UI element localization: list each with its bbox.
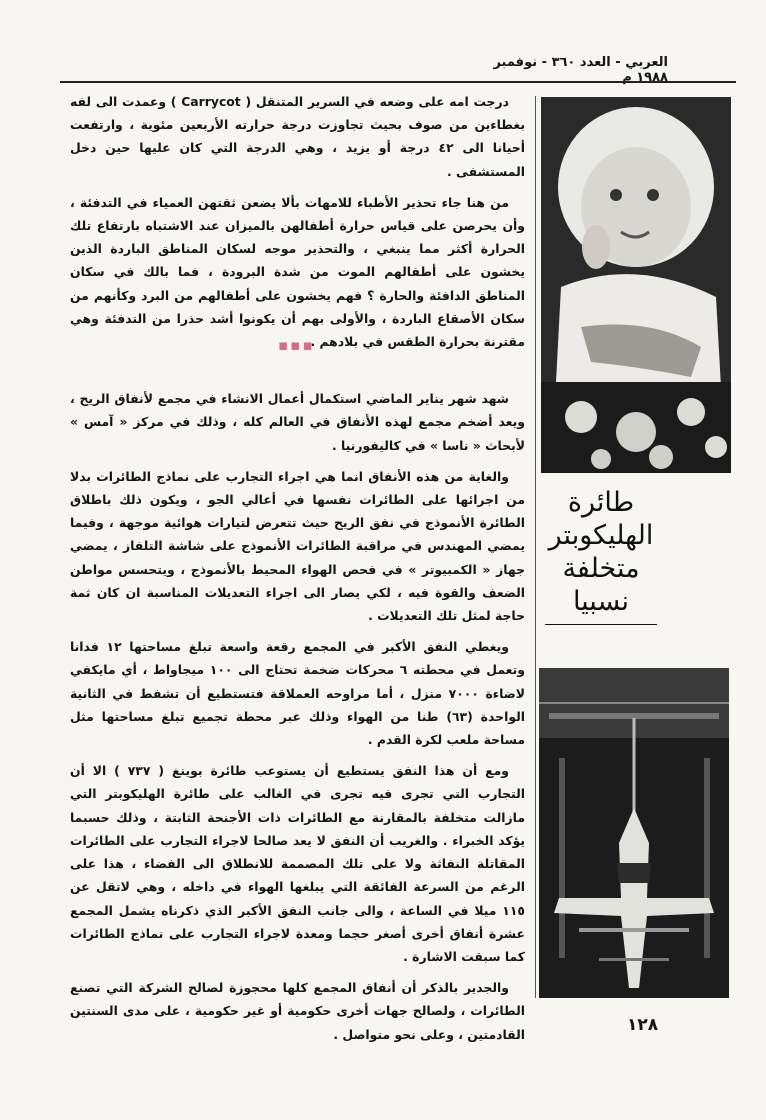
paragraph: ومع أن هذا النفق يستطيع أن يستوعب طائرة بوينغ ( ٧٣٧ ) الا أن التجارب التي تجرى فيه تجرى في الغالب على طائرة الهليكوبتر التي مازالت متخلفة بالمقارنة مع الطائرات ذات الأجنحة الثابتة ، وذلك حسبما يؤكد الخبراء . والغريب أن النفق لا يعد صالحا لاجراء التجارب على الطائرات المقاتلة النفاثة ولا على تلك المصممة للانطلاق الى الفضاء ، هذا على الرغم من السرعة الفائقة التي يبلغها الهواء في داخله ، وهي لاتقل عن ١١٥ ميلا في الساعة ، والى جانب النفق الأكبر الذي ذكرناه يشمل المجمع عشرة أنفاق أخرى أصغر حجما ومعدة لاجراء التجارب على نماذج الطائرات كما سبقت الاشارة . xyxy=(70,763,525,964)
caption-line: طائرة xyxy=(567,487,635,518)
column-divider xyxy=(535,96,536,998)
paragraph: ويغطي النفق الأكبر في المجمع رقعة واسعة تبلغ مساحتها ١٢ فدانا وتعمل في محطته ٦ محركات ضخمة تحتاج الى ١٠٠ ميجاواط ، أي مايكفي لاضاءة ٧٠٠٠ منزل ، أما مراوحه العملاقة فتستطيع أن تشفط في الثانية الواحدة (٦٣) طنا من الهواء وذلك عبر محطة تجميع تبلغ مساحتها مثل مساحة ملعب لكرة القدم . xyxy=(70,639,525,748)
caption-line: نسبيا xyxy=(572,586,630,617)
paragraph: شهد شهر يناير الماضي استكمال أعمال الانشاء في مجمع لأنفاق الريح ، ويعد أضخم مجمع لهذه الأنفاق في العالم كله ، وذلك في مركز « آمس » لأبحاث « ناسا » في كاليفورنيا . xyxy=(70,391,525,453)
paragraph: والغاية من هذه الأنفاق انما هي اجراء التجارب على نماذج الطائرات بدلا من اجرائها على الطائرات نفسها في أعالي الجو ، ويكون ذلك باطلاق الطائرة الأنموذج في نفق الريح حيث تتعرض لتيارات هوائية موجهة ، وفيما يمضي المهندس في مراقبة الطائرات الأنموذج على شاشة التلفاز ، يمضي جهاز « الكمبيوتر » في فحص الهواء المحيط بالأنموذج ، ويتحسس مواطن الضعف والقوة فيه ، لكي يصار الى اجراء التعديلات المناسبة ان كان ثمة حاجة لمثل تلك التعديلات . xyxy=(70,468,525,624)
section-separator: ▪▪▪ xyxy=(278,336,315,354)
page-number: ١٢٨ xyxy=(627,1015,659,1035)
caption-rule xyxy=(545,624,657,625)
wind-tunnel-illustration xyxy=(539,668,729,998)
caption-line: الهليكوبتر xyxy=(548,520,654,551)
wind-tunnel-photo xyxy=(539,668,729,998)
photo-caption xyxy=(545,486,657,625)
header-rule xyxy=(60,81,736,83)
paragraph: درجت امه على وضعه في السرير المتنقل ( Carrycot ) وعمدت الى لفه بغطاءين من صوف بحيث تجاوزت درجة حرارته الأربعين مئوية ، وارتفعت أحيانا الى ٤٢ درجة أو يزيد ، وهي الدرجة التي كان عليها حين دخل المستشفى . xyxy=(70,94,525,179)
caption-line: متخلفة xyxy=(562,553,640,584)
article-text-column xyxy=(70,90,525,1054)
running-head: العربي - العدد ٣٦٠ - نوفمبر ١٩٨٨ م xyxy=(493,55,668,85)
baby-photo-illustration xyxy=(541,97,731,473)
paragraph: والجدير بالذكر أن أنفاق المجمع كلها محجوزة لصالح الشركة التي تصنع الطائرات ، ولصالح جهات أخرى حكومية أو غير حكومية ، على مدى السنتين القادمتين ، وعلى نحو متواصل . xyxy=(70,980,525,1042)
paragraph: من هنا جاء تحذير الأطباء للامهات بألا يضعن ثقتهن العمياء في التدفئة ، وأن يحرصن على قياس حرارة أطفالهن بالميزان عند الاشتباه بارتفاع تلك الحرارة أكثر مما ينبغي ، والتحذير موجه لسكان المناطق الباردة الذين يخشون على أطفالهم الموت من شدة البرودة ، فما بالك في سكان المناطق الدافئة والحارة ؟ فهم يخشون على أطفالهم من البرد وكأنهم من سكان الأصقاع الباردة ، والأولى بهم أن يكونوا أشد حذرا من التدفئة وهي مقترنة بحرارة الطقس في بلادهم . xyxy=(70,194,525,350)
baby-photo xyxy=(541,97,731,473)
